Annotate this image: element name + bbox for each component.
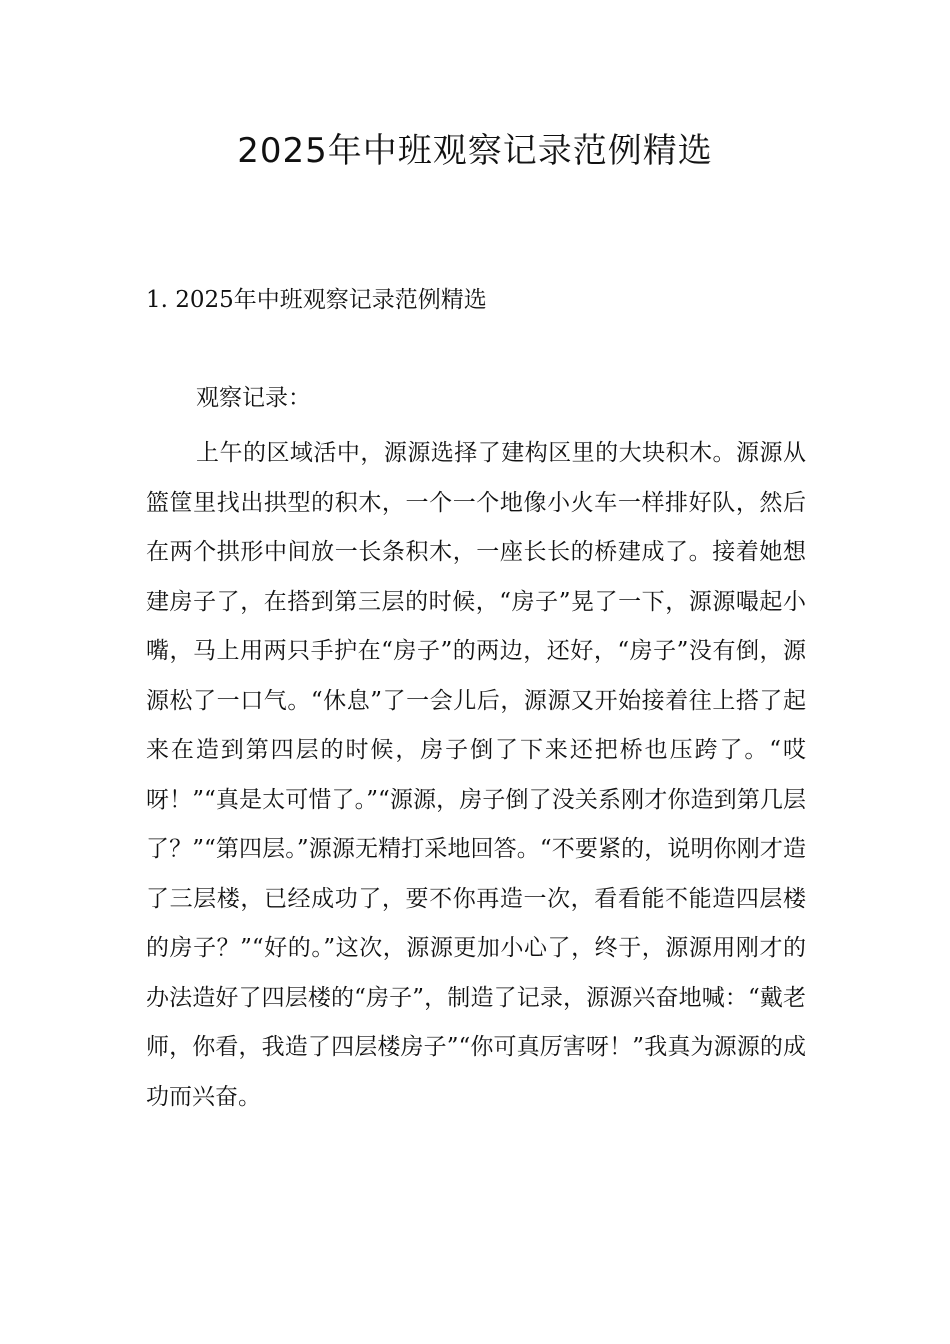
document-title: 2025年中班观察记录范例精选 (237, 131, 713, 171)
observation-paragraph: 上午的区域活中，源源选择了建构区里的大块积木。源源从篮筐里找出拱型的积木，一个一个地像小火车一样排好队，然后在两个拱形中间放一长条积木，一座长长的桥建成了。接着她想建房子了，在搭到第三层的时候，“房子”晃了一下，源源嘬起小嘴，马上用两只手护在“房子”的两边，还好，“房子”没有倒，源源松了一口气。“休息”了一会儿后，源源又开始接着往上搭了起来在造到第四层的时候，房子倒了下来还把桥也压跨了。“哎呀！”“真是太可惜了。”“源源，房子倒了没关系刚才你造到第几层了？”“第四层。”源源无精打采地回答。“不要紧的，说明你刚才造了三层楼，已经成功了，要不你再造一次，看看能不能造四层楼的房子？”“好的。”这次，源源更加小心了，终于，源源用刚才的办法造好了四层楼的“房子”，制造了记录，源源兴奋地喊：“戴老师，你看，我造了四层楼房子”“你可真厉害呀！”我真为源源的成功而兴奋。 (146, 440, 806, 1110)
observation-label: 观察记录： (196, 385, 311, 411)
section-heading: 1. 2025年中班观察记录范例精选 (146, 287, 487, 313)
